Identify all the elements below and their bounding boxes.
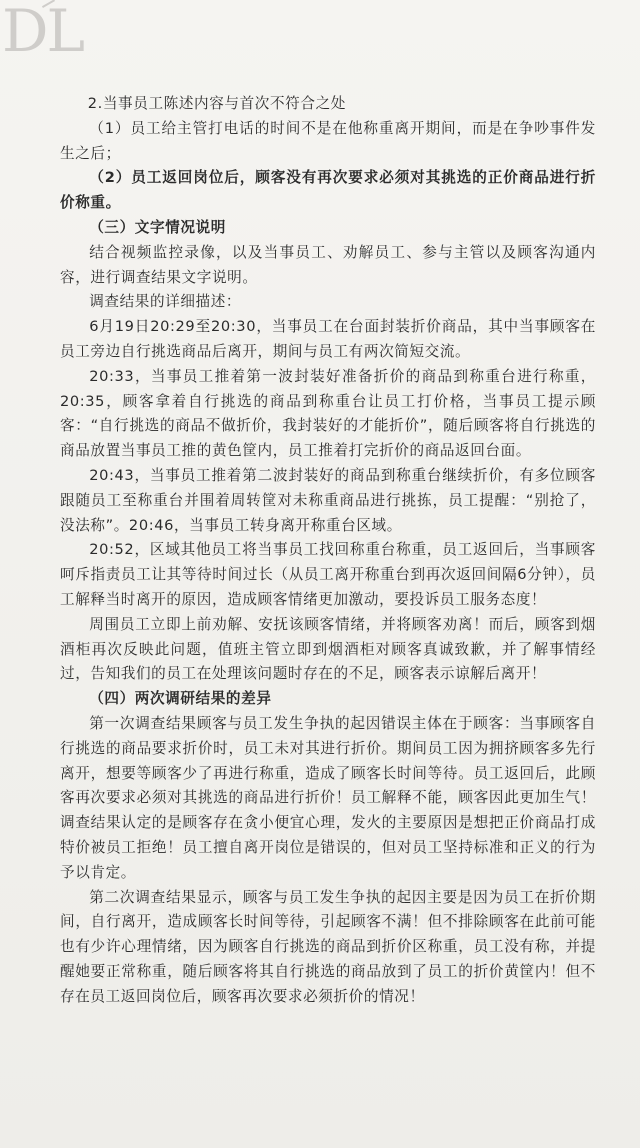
document-body [60, 92, 596, 1009]
paragraph-timeline-5: 周围员工立即上前劝解、安抚该顾客情绪，并将顾客劝离！而后，顾客到烟酒柜再次反映此问题，值班主管立即到烟酒柜对顾客真诚致歉，并了解事情经过，告知我们的员工在处理该问题时存在的不足，顾客表示谅解后离开！ [60, 615, 596, 683]
paragraph-intro: 结合视频监控录像，以及当事员工、劝解员工、参与主管以及顾客沟通内容，进行调查结果文字说明。 [60, 243, 596, 286]
paragraph-point-1: （1）员工给主管打电话的时间不是在他称重离开期间，而是在争吵事件发生之后； [60, 119, 596, 162]
paragraph-timeline-3: 20:43，当事员工推着第二波封装好的商品到称重台继续折价，有多位顾客跟随员工至称重台并围着周转筐对未称重商品进行挑拣，员工提醒：“别抢了，没法称”。20:46，当事员工转身离开称重台区域。 [60, 466, 596, 534]
paragraph-first-survey: 第一次调查结果顾客与员工发生争执的起因错误主体在于顾客：当事顾客自行挑选的商品要求折价时，员工未对其进行折价。期间员工因为拥挤顾客多先行离开，想要等顾客少了再进行称重，造成了顾客长时间等待。员工返回后，此顾客再次要求必须对其挑选的商品进行折价！员工解释不能，顾客因此更加生气！调查结果认定的是顾客存在贪小便宜心理，发火的主要原因是想把正价商品打成特价被员工拒绝！员工擅自离开岗位是错误的，但对员工坚持标准和正义的行为予以肯定。 [60, 714, 596, 881]
paragraph-point-2: （2）员工返回岗位后，顾客没有再次要求必须对其挑选的正价商品进行折价称重。 [60, 169, 596, 212]
paragraph-timeline-2: 20:33，当事员工推着第一波封装好准备折价的商品到称重台进行称重，20:35，顾客拿着自行挑选的商品到称重台让员工打价格，当事员工提示顾客：“自行挑选的商品不做折价，我封装好的才能折价”，随后顾客将自行挑选的商品放置当事员工推的黄色筐内，员工推着打完折价的商品返回台面。 [60, 367, 596, 460]
paragraph-detail-label: 调查结果的详细描述： [89, 293, 242, 311]
section-heading-3: （三）文字情况说明 [89, 218, 226, 236]
paragraph-timeline-1: 6月19日20:29至20:30，当事员工在台面封装折价商品，其中当事顾客在员工旁边自行挑选商品后离开，期间与员工有两次简短交流。 [60, 318, 596, 360]
paragraph-item-2-heading: 2.当事员工陈述内容与首次不符合之处 [87, 95, 346, 112]
paragraph-second-survey: 第二次调查结果显示，顾客与员工发生争执的起因主要是因为员工在折价期间，自行离开，造成顾客长时间等待，引起顾客不满！但不排除顾客在此前可能也有少许心理情绪，因为顾客自行挑选的商品到折价区称重，员工没有称，并提醒她要正常称重，随后顾客将其自行挑选的商品放到了员工的折价黄筐内！但不存在员工返回岗位后，顾客再次要求必须折价的情况！ [60, 888, 596, 1005]
brand-logo: DL [2, 0, 84, 65]
paragraph-timeline-4: 20:52，区域其他员工将当事员工找回称重台称重，员工返回后，当事顾客呵斥指责员工让其等待时间过长（从员工离开称重台到再次返回间隔6分钟），员工解释当时离开的原因，造成顾客情绪更加激动，要投诉员工服务态度！ [60, 541, 596, 608]
section-heading-4: （四）两次调研结果的差异 [89, 690, 272, 708]
